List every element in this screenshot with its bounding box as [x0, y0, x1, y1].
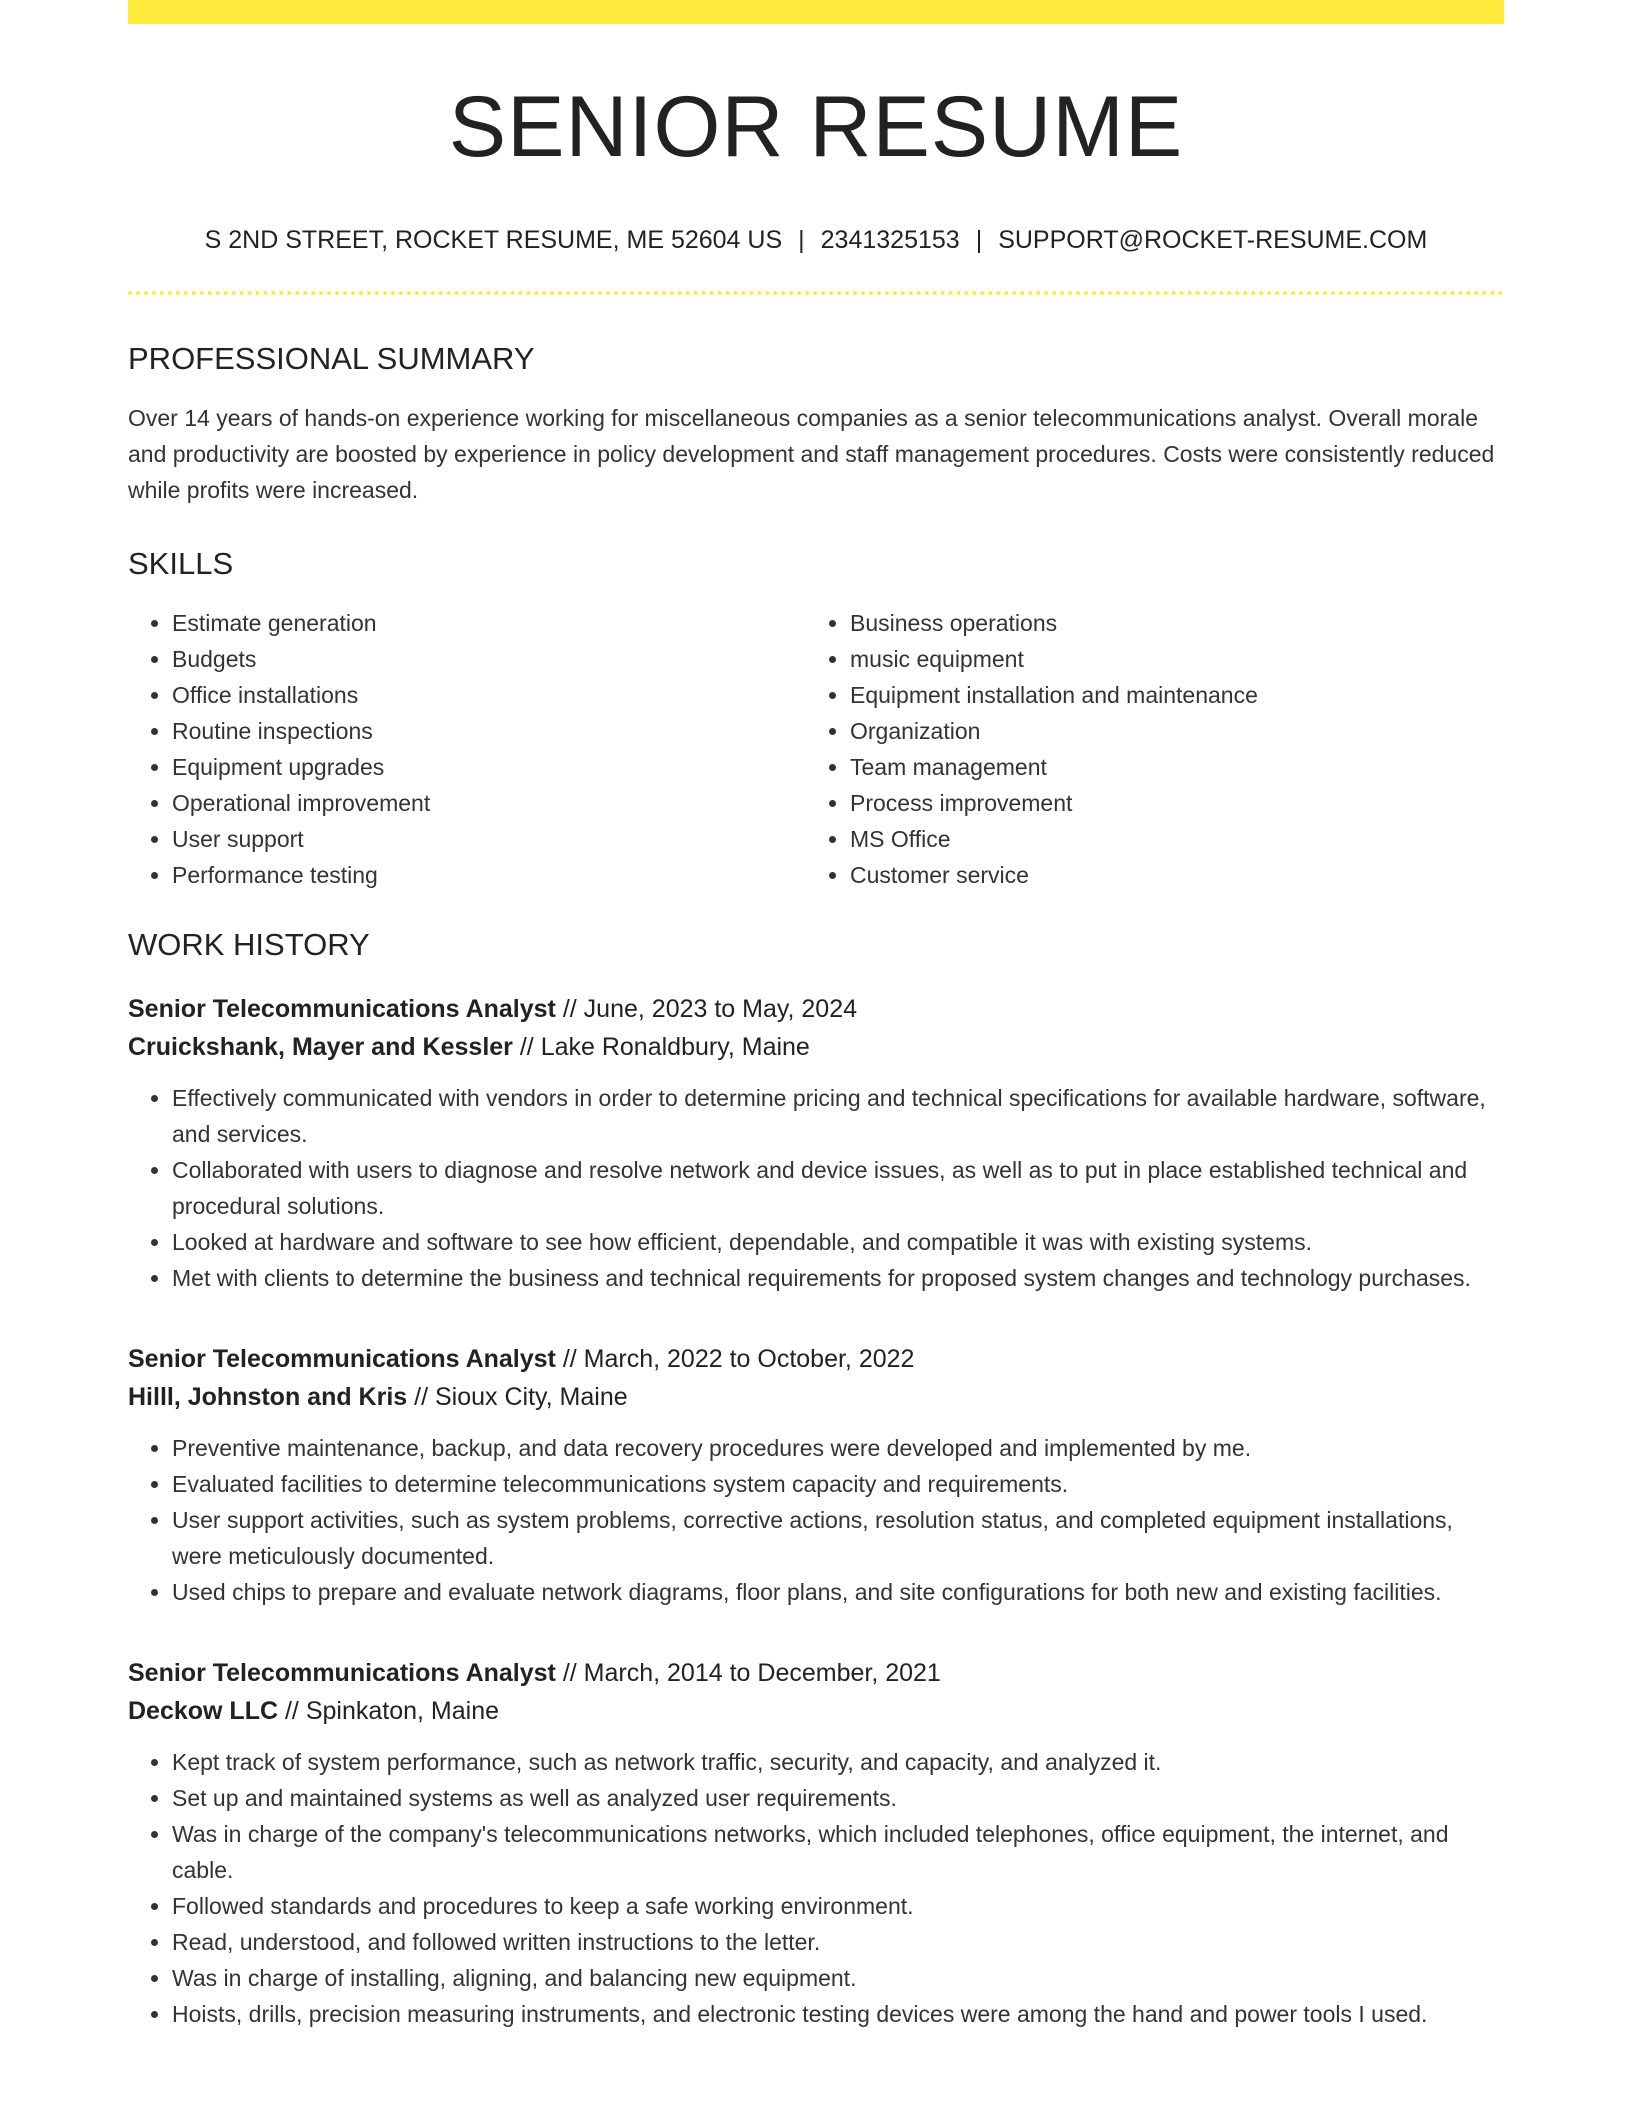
job-bullet: • Hoists, drills, precision measuring instruments, and electronic testing devices were among the hand and power tools I used. [172, 1996, 1504, 2032]
summary-text: Over 14 years of hands-on experience working for miscellaneous companies as a senior telecommunications analyst. Overall morale and productivity are boosted by experience in policy development and staff management procedures. Costs were consistently reduced while profits were increased. [128, 405, 1495, 503]
job-bullet: • Set up and maintained systems as well as analyzed user requirements. [172, 1780, 1504, 1816]
job-entry [128, 1654, 1504, 2032]
job-location: // Spinkaton, Maine [284, 1697, 499, 1725]
skill-item: • Organization [850, 713, 1484, 749]
resume-page [128, 0, 1504, 2032]
skill-item: • Customer service [850, 857, 1484, 893]
job-role: Senior Telecommunications Analyst [128, 995, 556, 1023]
job-bullets [128, 1080, 1504, 1296]
job-bullet: • Was in charge of the company's telecommunications networks, which included telephones, office equipment, the internet, and cable. [172, 1816, 1504, 1888]
job-company-line [128, 1692, 1504, 1730]
job-bullet: • Read, understood, and followed written instructions to the letter. [172, 1924, 1504, 1960]
job-bullet: • Looked at hardware and software to see how efficient, dependable, and compatible it was with existing systems. [172, 1224, 1504, 1260]
job-bullet: • Collaborated with users to diagnose and resolve network and device issues, as well as to put in place established technical and procedural solutions. [172, 1152, 1504, 1224]
contact-separator: | [975, 226, 983, 254]
job-role-line [128, 1654, 1504, 1692]
skill-item: • Business operations [850, 605, 1484, 641]
job-role-line [128, 1340, 1504, 1378]
skill-item: • User support [172, 821, 806, 857]
job-bullet: • Used chips to prepare and evaluate network diagrams, floor plans, and site configurations for both new and existing facilities. [172, 1574, 1504, 1610]
job-company: Cruickshank, Mayer and Kessler [128, 1033, 513, 1061]
job-company-line [128, 1028, 1504, 1066]
job-bullet: • Kept track of system performance, such as network traffic, security, and capacity, and analyzed it. [172, 1744, 1504, 1780]
skill-item: • Process improvement [850, 785, 1484, 821]
skill-item: • MS Office [850, 821, 1484, 857]
phone: 2341325153 [820, 226, 960, 254]
skill-item: • Routine inspections [172, 713, 806, 749]
skill-item: • music equipment [850, 641, 1484, 677]
job-location: // Sioux City, Maine [414, 1383, 628, 1411]
job-company: Hilll, Johnston and Kris [128, 1383, 408, 1411]
job-role: Senior Telecommunications Analyst [128, 1659, 556, 1687]
address: S 2ND STREET, ROCKET RESUME, ME 52604 US [204, 226, 783, 254]
job-bullet: • Was in charge of installing, aligning, and balancing new equipment. [172, 1960, 1504, 1996]
job-bullet: • Met with clients to determine the business and technical requirements for proposed system changes and technology purchases. [172, 1260, 1504, 1296]
job-bullet: • Preventive maintenance, backup, and data recovery procedures were developed and implemented by me. [172, 1430, 1504, 1466]
job-dates: // March, 2022 to October, 2022 [562, 1345, 915, 1373]
job-role-line [128, 990, 1504, 1028]
job-bullet: • Effectively communicated with vendors in order to determine pricing and technical specifications for available hardware, software, and services. [172, 1080, 1504, 1152]
skills-title: SKILLS [128, 546, 234, 581]
job-company-line [128, 1378, 1504, 1416]
contact-separator: | [798, 226, 805, 254]
job-role: Senior Telecommunications Analyst [128, 1345, 556, 1373]
job-entry [128, 990, 1504, 1296]
job-bullet: • Evaluated facilities to determine telecommunications system capacity and requirements. [172, 1466, 1504, 1502]
skill-item: • Equipment installation and maintenance [850, 677, 1484, 713]
job-bullets [128, 1430, 1504, 1610]
skill-item: • Operational improvement [172, 785, 806, 821]
job-dates: // March, 2014 to December, 2021 [562, 1659, 941, 1687]
email: SUPPORT@ROCKET-RESUME.COM [998, 226, 1428, 254]
job-location: // Lake Ronaldbury, Maine [519, 1033, 810, 1061]
summary-title: PROFESSIONAL SUMMARY [128, 341, 535, 376]
job-bullet: • Followed standards and procedures to keep a safe working environment. [172, 1888, 1504, 1924]
skill-item: • Office installations [172, 677, 806, 713]
top-accent-bar [128, 0, 1504, 24]
skill-item: • Budgets [172, 641, 806, 677]
contact-line [128, 228, 1504, 253]
skill-item: • Team management [850, 749, 1484, 785]
skills-column-right [806, 605, 1484, 893]
job-bullet: • User support activities, such as system problems, corrective actions, resolution status, and completed equipment installations, were meticulously documented. [172, 1502, 1504, 1574]
job-dates: // June, 2023 to May, 2024 [562, 995, 858, 1023]
skills-column-left [128, 605, 806, 893]
job-bullets [128, 1744, 1504, 2032]
skill-item: • Estimate generation [172, 605, 806, 641]
skill-item: • Equipment upgrades [172, 749, 806, 785]
work-history-title: WORK HISTORY [128, 927, 370, 962]
skill-item: • Performance testing [172, 857, 806, 893]
dotted-divider [128, 291, 1504, 295]
job-entry [128, 1340, 1504, 1610]
skills-list [128, 605, 1504, 893]
job-company: Deckow LLC [128, 1697, 279, 1725]
resume-name: SENIOR RESUME [448, 79, 1184, 175]
